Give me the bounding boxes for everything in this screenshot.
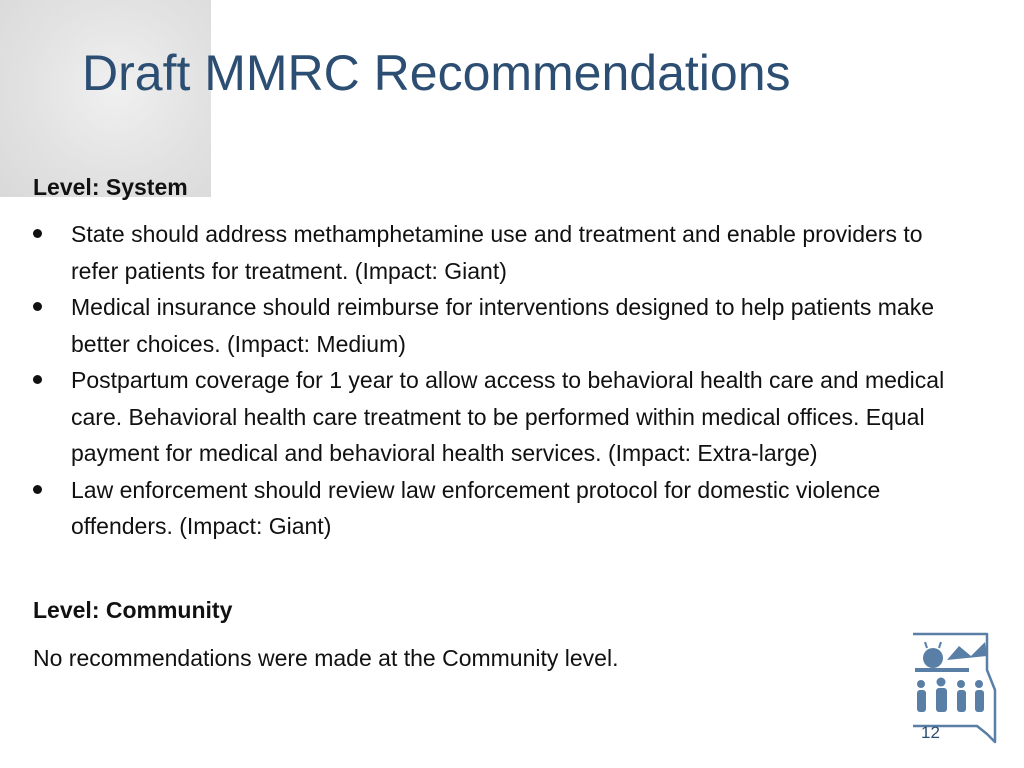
bullet-icon: [33, 302, 42, 311]
bullet-icon: [33, 485, 42, 494]
recommendation-item: [33, 472, 963, 545]
bullet-icon: [33, 375, 42, 384]
recommendation-text: Medical insurance should reimburse for interventions designed to help patients make better choices. (Impact: Medium): [71, 294, 934, 357]
recommendation-item: [33, 289, 963, 362]
community-level-heading: Level: Community: [33, 597, 233, 623]
recommendation-item: [33, 362, 963, 472]
bullet-icon: [33, 229, 42, 238]
system-recommendations-list: [33, 216, 963, 545]
slide-title: Draft MMRC Recommendations: [82, 45, 791, 101]
community-note: No recommendations were made at the Community level.: [33, 645, 619, 671]
recommendation-item: [33, 216, 963, 289]
recommendation-text: Law enforcement should review law enforcement protocol for domestic violence offenders. (Impact: Giant): [71, 476, 881, 539]
recommendation-text: Postpartum coverage for 1 year to allow access to behavioral health care and medical care. Behavioral health care treatment to be performed within medical offices. Equal payment for medical and behavioral health services. (Impact: Extra-large): [71, 367, 945, 466]
recommendation-text: State should address methamphetamine use and treatment and enable providers to refer patients for treatment. (Impact: Giant): [71, 221, 923, 284]
page-number: 12: [921, 723, 940, 742]
system-level-heading: Level: System: [33, 174, 188, 200]
